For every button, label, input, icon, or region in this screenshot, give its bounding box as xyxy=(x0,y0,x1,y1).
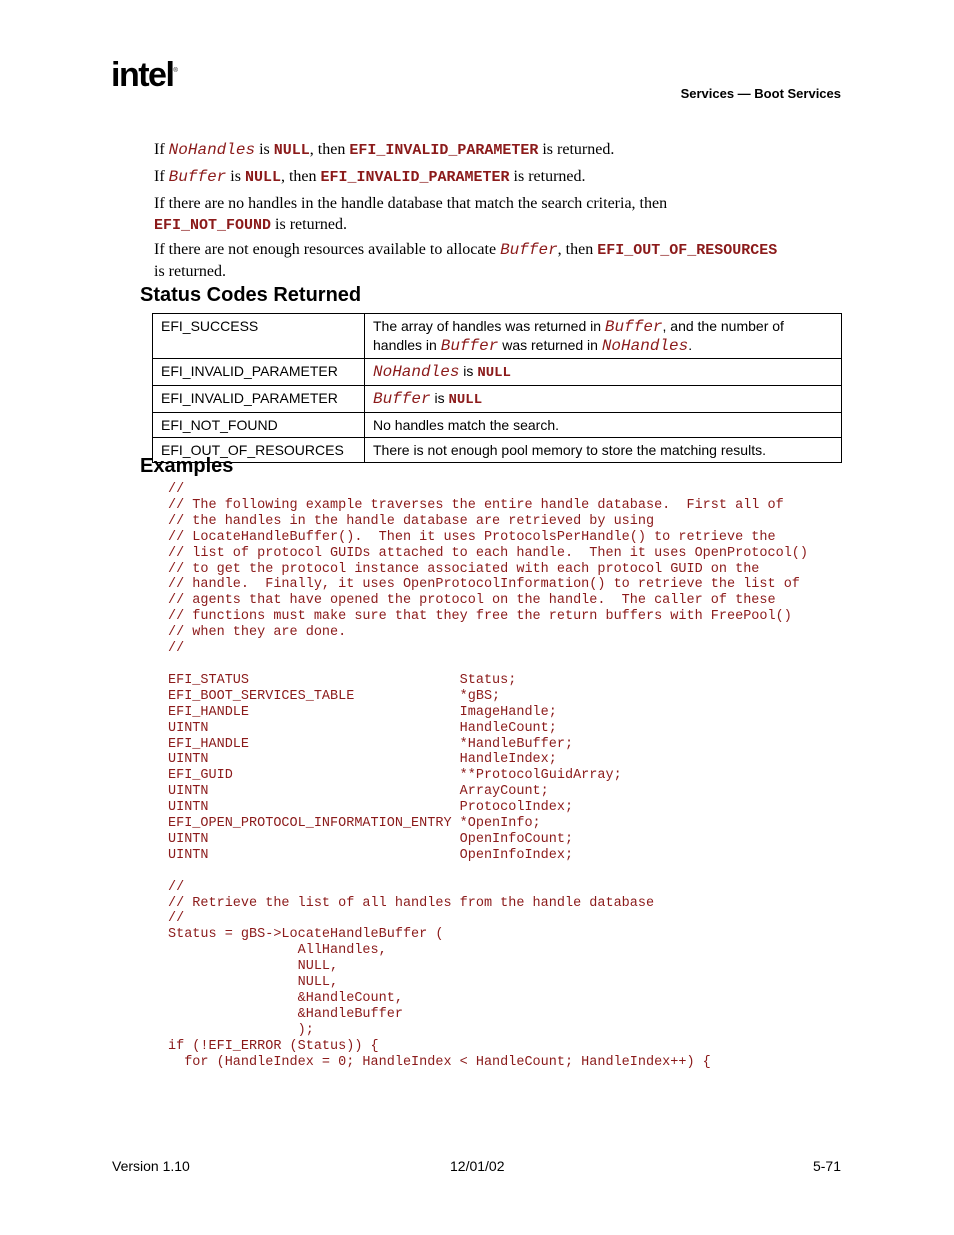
section-title: Services — Boot Services xyxy=(680,86,841,101)
status-description-cell: NoHandles is NULL xyxy=(365,359,842,386)
param-buffer: Buffer xyxy=(500,241,558,259)
status-code-cell: EFI_INVALID_PARAMETER xyxy=(153,359,365,386)
keyword-null: NULL xyxy=(244,169,281,186)
intel-logo-text: intel xyxy=(111,56,174,94)
status-codes-table xyxy=(152,313,842,463)
param-buffer: Buffer xyxy=(168,168,227,186)
status-codes-heading: Status Codes Returned xyxy=(140,284,362,306)
status-code-cell: EFI_OUT_OF_RESOURCES xyxy=(153,438,365,463)
return-buffer-null: If Buffer is NULL, then EFI_INVALID_PARAMETER is returned. xyxy=(154,168,586,186)
return-out-of-resources: If there are not enough resources available to allocate Buffer, then EFI_OUT_OF_RESOURCES is returned. xyxy=(154,241,778,280)
status-code-cell: EFI_SUCCESS xyxy=(153,314,365,359)
example-code-block: // // The following example traverses the entire handle database. First all of // the handles in the handle database are retrieved by using // LocateHandleBuffer(). Then it uses ProtocolsPerHandle() to retrieve the // list of protocol GUIDs attached to each handle. Then it uses OpenProtocol() // to get the protocol instance associated with each protocol GUID on the // handle. Finally, it uses OpenProtocolInformation() to retrieve the list of // agents that have opened the protocol on the handle. The caller of these // functions must make sure that they free the return buffers with FreePool() // when they are done. // EFI_STATUS Status; EFI_BOOT_SERVICES_TABLE *gBS; EFI_HANDLE ImageHandle; UINTN HandleCount; EFI_HANDLE *HandleBuffer; UINTN HandleIndex; EFI_GUID **ProtocolGuidArray; UINTN ArrayCount; UINTN ProtocolIndex; EFI_OPEN_PROTOCOL_INFORMATION_ENTRY *OpenInfo; UINTN OpenInfoCount; UINTN OpenInfoIndex; // // Retrieve the list of all handles from the handle database // Status = gBS->LocateHandleBuffer ( AllHandles, NULL, NULL, &HandleCount, &HandleBuffer ); if (!EFI_ERROR (Status)) { for (HandleIndex = 0; HandleIndex < HandleCount; HandleIndex++) { xyxy=(168,482,809,1070)
status-code-cell: EFI_NOT_FOUND xyxy=(153,413,365,438)
return-not-found: If there are no handles in the handle database that match the search criteria, then EFI_NOT_FOUND is returned. xyxy=(154,195,668,234)
param-nohandles: NoHandles xyxy=(168,141,256,159)
footer-date: 12/01/02 xyxy=(450,1158,505,1174)
table-row xyxy=(153,413,842,438)
keyword-invalid-parameter: EFI_INVALID_PARAMETER xyxy=(320,169,510,186)
status-description-cell: Buffer is NULL xyxy=(365,386,842,413)
return-nohandles-null: If NoHandles is NULL, then EFI_INVALID_PARAMETER is returned. xyxy=(154,141,615,159)
table-row xyxy=(153,359,842,386)
status-description-cell: There is not enough pool memory to store the matching results. xyxy=(365,438,842,463)
status-description-cell: The array of handles was returned in Buffer, and the number of handles in Buffer was returned in NoHandles. xyxy=(365,314,842,359)
intel-logo xyxy=(111,58,178,92)
examples-heading: Examples xyxy=(140,455,234,477)
status-code-cell: EFI_INVALID_PARAMETER xyxy=(153,386,365,413)
table-row xyxy=(153,314,842,359)
footer-page-number: 5-71 xyxy=(812,1158,841,1174)
status-description-cell: No handles match the search. xyxy=(365,413,842,438)
keyword-invalid-parameter: EFI_INVALID_PARAMETER xyxy=(349,142,539,159)
keyword-out-of-resources: EFI_OUT_OF_RESOURCES xyxy=(597,242,778,259)
registered-mark: ® xyxy=(173,67,178,74)
footer-version: Version 1.10 xyxy=(112,1158,190,1174)
table-row xyxy=(153,386,842,413)
keyword-null: NULL xyxy=(273,142,310,159)
table-row xyxy=(153,438,842,463)
keyword-not-found: EFI_NOT_FOUND xyxy=(154,217,272,234)
